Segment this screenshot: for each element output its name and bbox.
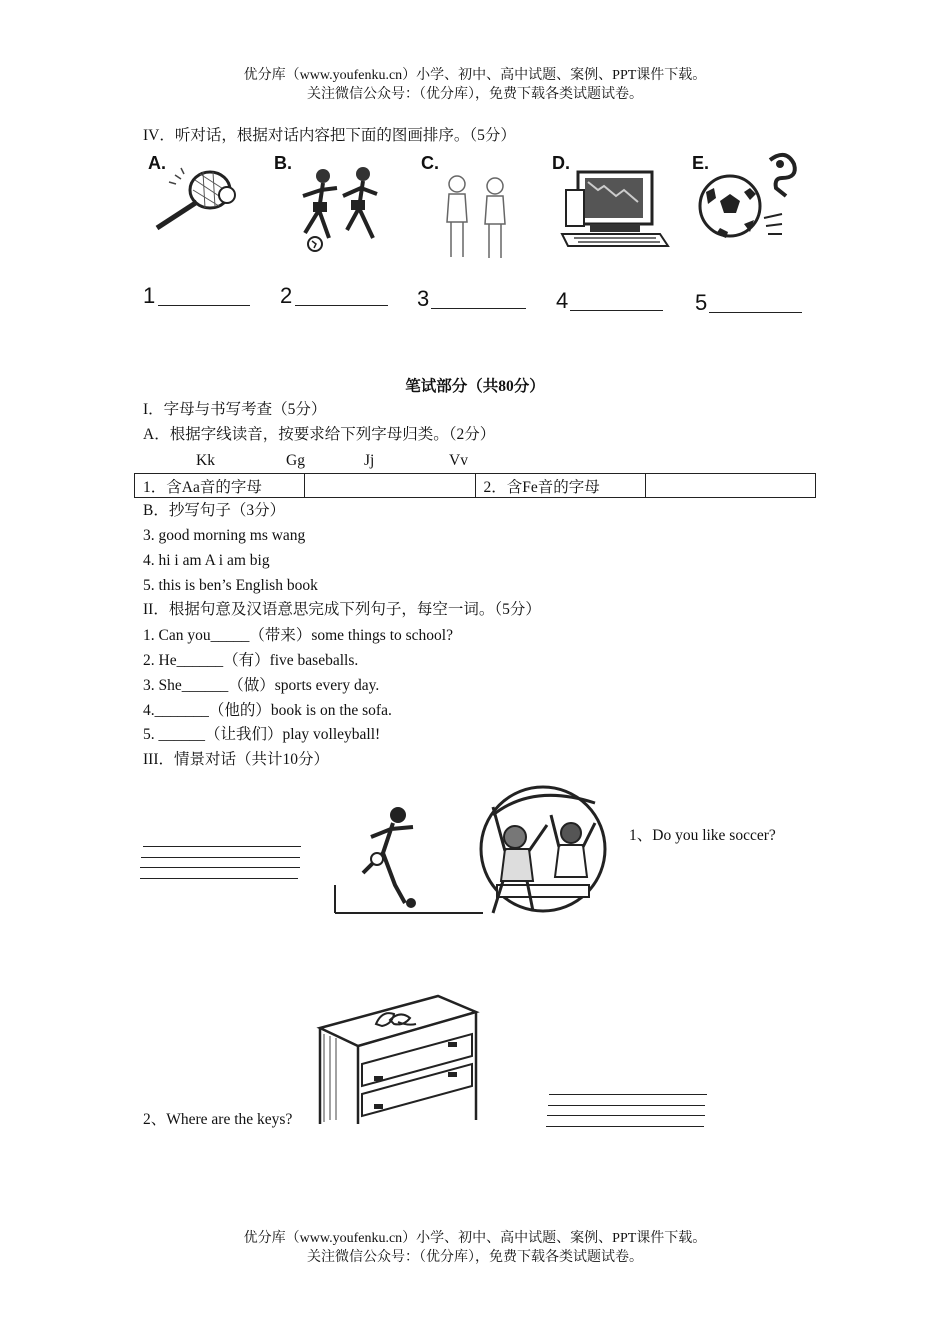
picture-label-b: B. xyxy=(274,153,292,173)
dialogue1-answer-line[interactable] xyxy=(141,857,300,858)
picture-label-a: A. xyxy=(148,153,166,173)
answer-number-3: 3 xyxy=(417,286,430,311)
two-boys-standing-icon xyxy=(437,172,517,272)
section-i-title: I．字母与书写考查（5分） xyxy=(143,401,327,418)
letter-classification-table xyxy=(134,473,816,498)
soccer-ball-icon xyxy=(698,148,808,248)
computer-icon xyxy=(560,168,670,258)
dialogue-question-1: 1、Do you like soccer? xyxy=(629,827,776,844)
dialogue2-answer-line[interactable] xyxy=(549,1094,707,1095)
dialogue1-answer-line[interactable] xyxy=(143,846,301,847)
answer-number-2: 2 xyxy=(280,283,293,308)
dresser-with-keys-illustration xyxy=(318,994,483,1124)
dialogue-question-2: 2、Where are the keys? xyxy=(143,1111,293,1128)
section-ii-title: II．根据句意及汉语意思完成下列句子，每空一词。（5分） xyxy=(143,601,541,618)
letter-vv: Vv xyxy=(449,452,468,469)
answer-number-5: 5 xyxy=(695,290,708,315)
page-header-line1: 优分库（www.youfenku.cn）小学、初中、高中试题、案例、PPT课件下载。 xyxy=(243,68,707,83)
page-footer-line1: 优分库（www.youfenku.cn）小学、初中、高中试题、案例、PPT课件下载。 xyxy=(243,1231,707,1246)
fill-sentence-3: 3. She______（做）sports every day. xyxy=(143,677,380,694)
dialogue2-answer-line[interactable] xyxy=(546,1126,704,1127)
boys-playing-soccer-icon xyxy=(285,158,385,258)
table-cell-fe-answer[interactable] xyxy=(645,474,815,498)
copy-sentence-5: 5. this is ben’s English book xyxy=(143,577,318,594)
picture-label-c: C. xyxy=(421,153,439,173)
soccer-fans-illustration xyxy=(333,785,618,917)
dialogue2-answer-line[interactable] xyxy=(547,1115,705,1116)
picture-label-e: E. xyxy=(692,153,710,173)
fill-sentence-1: 1. Can you_____（带来）some things to school? xyxy=(143,627,453,644)
answer-blank-2[interactable] xyxy=(295,305,388,306)
badminton-racket-icon xyxy=(145,160,245,240)
dialogue2-answer-line[interactable] xyxy=(548,1105,705,1106)
table-cell-aa-answer[interactable] xyxy=(305,474,475,498)
answer-blank-4[interactable] xyxy=(570,310,663,311)
listening-iv-title: IV．听对话，根据对话内容把下面的图画排序。（5分） xyxy=(143,127,516,144)
answer-blank-5[interactable] xyxy=(709,312,802,313)
fill-sentence-5: 5. ______（让我们）play volleyball! xyxy=(143,726,381,743)
answer-number-1: 1 xyxy=(143,283,156,308)
letter-jj: Jj xyxy=(364,452,375,469)
fill-sentence-2: 2. He______（有）five baseballs. xyxy=(143,652,359,669)
section-iii-title: III．情景对话（共计10分） xyxy=(143,751,329,768)
written-part-title: 笔试部分（共80分） xyxy=(405,378,545,395)
table-cell-fe-label: 2．含Fe音的字母 xyxy=(475,474,645,498)
page-header-line2: 关注微信公众号：（优分库），免费下载各类试题试卷。 xyxy=(307,87,643,102)
dialogue1-answer-line[interactable] xyxy=(140,867,300,868)
copy-sentence-3: 3. good morning ms wang xyxy=(143,527,306,544)
copy-sentence-4: 4. hi i am A i am big xyxy=(143,552,270,569)
page-footer-line2: 关注微信公众号：（优分库），免费下载各类试题试卷。 xyxy=(307,1250,643,1265)
part-a-title: A．根据字线读音，按要求给下列字母归类。（2分） xyxy=(143,426,496,443)
table-cell-aa-label: 1．含Aa音的字母 xyxy=(135,474,305,498)
answer-blank-3[interactable] xyxy=(431,308,526,309)
letter-kk: Kk xyxy=(196,452,215,469)
fill-sentence-4: 4._______（他的）book is on the sofa. xyxy=(143,702,392,719)
picture-label-d: D. xyxy=(552,153,570,173)
answer-number-4: 4 xyxy=(556,288,569,313)
dialogue1-answer-line[interactable] xyxy=(140,878,298,879)
letter-gg: Gg xyxy=(286,452,305,469)
part-b-title: B．抄写句子（3分） xyxy=(143,502,286,519)
answer-blank-1[interactable] xyxy=(158,305,250,306)
